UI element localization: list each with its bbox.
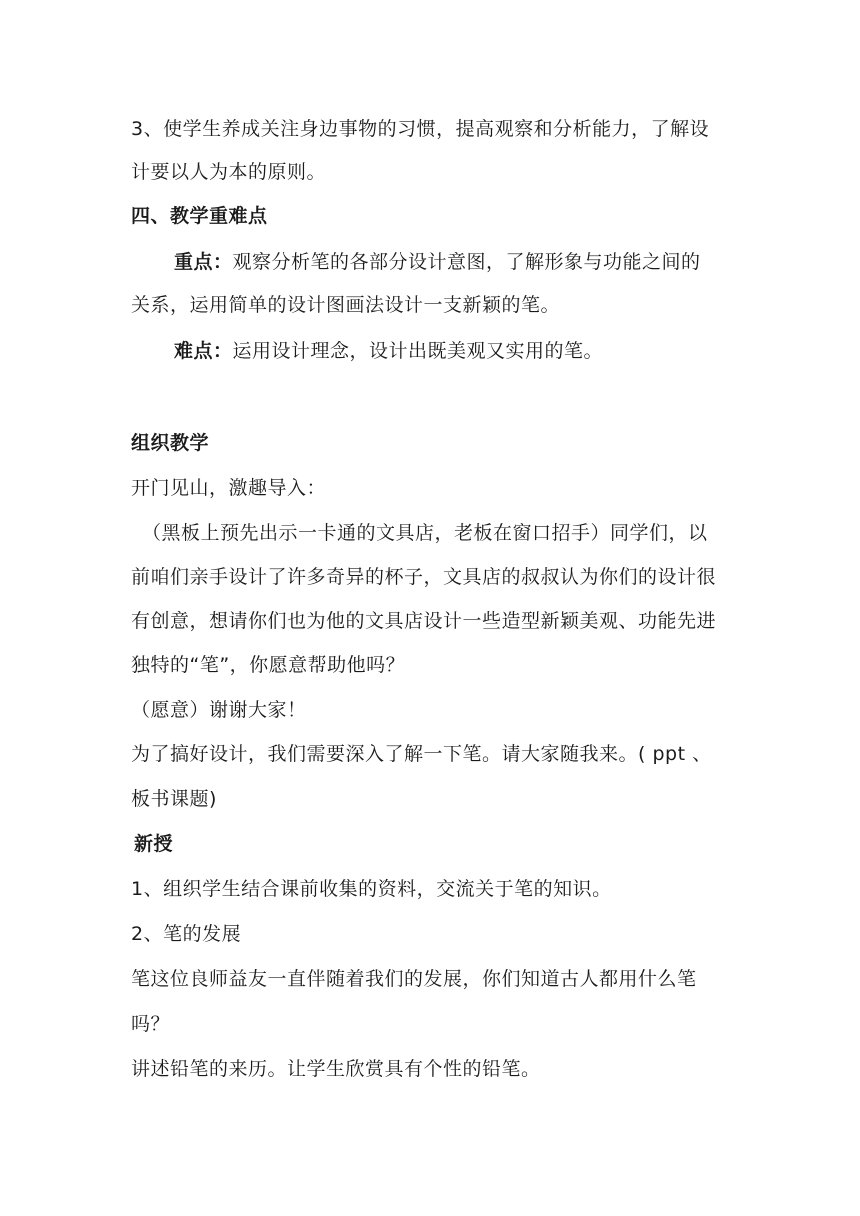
key-point-label: 重点： [174, 251, 233, 273]
key-point-line-1 [174, 249, 701, 275]
organize-reply: （愿意）谢谢大家！ [131, 699, 307, 721]
organize-paragraph-line-2: 前咱们亲手设计了许多奇异的杯子，文具店的叔叔认为你们的设计很 [131, 566, 717, 588]
organize-follow-line-1: 为了搞好设计，我们需要深入了解一下笔。请大家随我来。( ppt 、 [131, 743, 712, 765]
objective-3-line-1: 3、使学生养成关注身边事物的习惯，提高观察和分析能力，了解设 [131, 118, 710, 140]
organize-paragraph-line-4: 独特的“笔”，你愿意帮助他吗？ [131, 654, 406, 676]
objective-3-line-2: 计要以人为本的原则。 [131, 161, 327, 183]
new-lesson-paragraph-line-1: 笔这位良师益友一直伴随着我们的发展，你们知道古人都用什么笔 [131, 968, 697, 990]
organize-paragraph-line-3: 有创意，想请你们也为他的文具店设计一些造型新颖美观、功能先进 [131, 610, 717, 632]
section-heading-organize: 组织教学 [131, 432, 210, 454]
difficulty-label: 难点： [174, 340, 233, 362]
new-lesson-item-2: 2、笔的发展 [131, 923, 242, 945]
key-point-text: 观察分析笔的各部分设计意图，了解形象与功能之间的 [232, 251, 701, 273]
section-heading-teaching-focus: 四、教学重难点 [131, 205, 268, 227]
new-lesson-paragraph-line-3: 讲述铅笔的来历。让学生欣赏具有个性的铅笔。 [131, 1058, 541, 1080]
new-lesson-paragraph-line-2: 吗？ [131, 1013, 171, 1035]
organize-intro: 开门见山，激趣导入： [131, 477, 327, 499]
difficulty-line [174, 338, 603, 364]
key-point-line-2: 关系，运用简单的设计图画法设计一支新颖的笔。 [131, 294, 561, 316]
difficulty-text: 运用设计理念，设计出既美观又实用的笔。 [232, 340, 604, 362]
organize-paragraph-line-1: （黑板上预先出示一卡通的文具店，老板在窗口招手）同学们，以 [142, 522, 708, 544]
section-heading-new-lesson: 新授 [134, 833, 174, 855]
organize-follow-line-2: 板书课题) [131, 788, 217, 810]
new-lesson-item-1: 1、组织学生结合课前收集的资料，交流关于笔的知识。 [131, 878, 612, 900]
